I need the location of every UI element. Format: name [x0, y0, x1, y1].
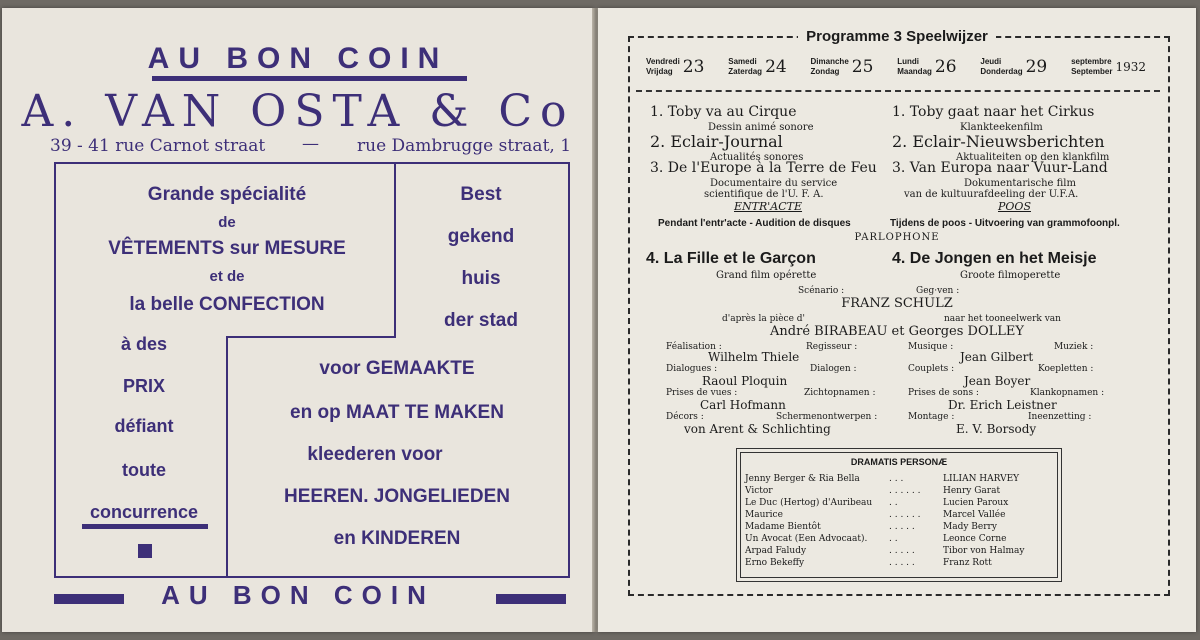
credit8-nl-label: Ineenzetting :: [1028, 412, 1092, 422]
shop-name-top: AU BON COIN: [147, 42, 449, 75]
nl-maat: en op MAAT TE MAKEN: [290, 402, 504, 423]
date-number: 29: [1025, 57, 1048, 77]
item3-nl-sub1: Dokumentarische film: [964, 178, 1076, 189]
date-day-nl: Vrijdag: [646, 67, 673, 76]
credit3-name: Carl Hofmann: [700, 398, 786, 412]
credit5-name: Jean Gilbert: [960, 350, 1034, 364]
item2-fr-sub: Actualités sonores: [710, 152, 804, 163]
item3-fr-sub1: Documentaire du service: [710, 178, 838, 189]
nl-gekend: gekend: [447, 226, 515, 247]
item1-nl-sub: Klankteekenfilm: [960, 122, 1043, 133]
cast-dots: . . . . .: [889, 522, 915, 532]
nl-huis: huis: [461, 268, 501, 289]
item3-nl: 3. Van Europa naar Vuur-Land: [892, 160, 1108, 176]
fr-confection: la belle CONFECTION: [129, 294, 325, 315]
item4-nl-sub: Groote filmoperette: [960, 270, 1061, 281]
cast-dots: . . . . .: [889, 558, 915, 568]
date-cell: [728, 57, 786, 77]
item1-fr-sub: Dessin animé sonore: [708, 122, 814, 133]
cast-role: Le Duc (Hertog) d'Auribeau: [745, 498, 873, 508]
credit2-nl-label: Dialogen :: [810, 364, 857, 374]
date-day-nl: Zaterdag: [728, 67, 763, 76]
cast-dots: . . . . . .: [889, 510, 921, 520]
entracte-fr: ENTR'ACTE: [734, 200, 803, 213]
fr-concurrence: concurrence: [89, 502, 199, 522]
item3-fr: 3. De l'Europe à la Terre de Feu: [650, 160, 877, 176]
credit1-nl-label: Regisseur :: [806, 342, 858, 352]
advertisement-page: [2, 8, 594, 632]
divider-horizontal: [226, 336, 396, 338]
pause-fr: Pendant l'entr'acte - Audition de disques: [658, 218, 851, 229]
credit7-fr-label: Prises de sons :: [908, 388, 979, 398]
shop-name-bottom: AU BON COIN: [161, 580, 435, 610]
fr-toute: toute: [122, 460, 166, 480]
credit5-nl-label: Muziek :: [1054, 342, 1094, 352]
date-number: 26: [934, 57, 957, 77]
credit7-name: Dr. Erich Leistner: [948, 398, 1057, 412]
programme-page: [598, 8, 1196, 632]
fr-prix: PRIX: [122, 376, 165, 396]
date-day-nl: September: [1071, 67, 1113, 76]
cast-dots: . .: [889, 498, 898, 508]
credit5-fr-label: Musique :: [908, 342, 954, 352]
cast-table: [743, 473, 1026, 569]
credit2-name: Raoul Ploquin: [702, 374, 788, 388]
programme-title-text: Programme 3 Speelwijzer: [798, 28, 996, 45]
fr-specialite: Grande spécialité: [147, 184, 307, 205]
entracte-nl: POOS: [998, 200, 1031, 213]
nl-gemaakte: voor GEMAAKTE: [319, 358, 475, 379]
cast-title: DRAMATIS PERSONÆ: [850, 457, 948, 467]
fr-a-des: à des: [120, 334, 168, 354]
programme-title: [598, 28, 1196, 45]
item4-fr: 4. La Fille et le Garçon: [646, 250, 816, 267]
nl-best: Best: [460, 184, 502, 205]
credit3-fr-label: Prises de vues :: [666, 388, 738, 398]
credit4-fr-label: Décors :: [666, 412, 704, 422]
credit8-name: E. V. Borsody: [956, 422, 1037, 436]
credit6-nl-label: Koepletten :: [1038, 364, 1094, 374]
cast-role: Victor: [745, 486, 773, 496]
date-number: 24: [765, 57, 787, 77]
date-cell: [897, 57, 956, 77]
square-ornament: [138, 544, 152, 558]
cast-row: [743, 545, 1026, 557]
cast-row: [743, 521, 1026, 533]
piece-fr-label: d'après la pièce d': [722, 314, 806, 324]
date-day-fr: Vendredi: [646, 57, 680, 66]
date-cell: [646, 57, 704, 77]
date-day-nl: Maandag: [897, 67, 932, 76]
cast-row: [743, 533, 1026, 545]
date-day-fr: Dimanche: [810, 57, 849, 66]
date-day-nl: Zondag: [810, 67, 840, 76]
cast-row: [743, 509, 1026, 521]
item2-nl-sub: Aktualiteiten op den klankfilm: [956, 152, 1110, 163]
nl-heeren: HEEREN. JONGELIEDEN: [284, 486, 510, 507]
cast-actor: Lucien Paroux: [943, 498, 1009, 508]
credit4-nl-label: Schermenontwerpen :: [776, 412, 878, 422]
fr-vetements: VÊTEMENTS sur MESURE: [108, 238, 346, 259]
date-strip: [646, 52, 1146, 82]
cast-box: [736, 448, 1062, 582]
parlophone: PARLOPHONE: [854, 232, 940, 243]
pause-nl: Tijdens de poos - Uitvoering van grammofoonpl.: [890, 218, 1120, 229]
credit2-fr-label: Dialogues :: [666, 364, 718, 374]
cast-role: Madame Bientôt: [745, 522, 821, 532]
cast-role: Maurice: [745, 510, 783, 520]
piece-names: André BIRABEAU et Georges DOLLEY: [770, 324, 1024, 339]
address-line-2: rue Dambrugge straat, 1: [357, 136, 572, 156]
address-line-1: 39 - 41 rue Carnot straat: [50, 136, 266, 156]
nl-der-stad: der stad: [444, 310, 518, 331]
cast-actor: Mady Berry: [943, 522, 997, 532]
item4-nl: 4. De Jongen en het Meisje: [892, 250, 1097, 267]
credit1-name: Wilhelm Thiele: [708, 350, 800, 364]
item4-fr-sub: Grand film opérette: [716, 270, 817, 281]
cast-role: Jenny Berger & Ria Bella: [745, 474, 860, 484]
owner-name: A. VAN OSTA & Co: [21, 86, 575, 137]
address-dash: —: [302, 134, 319, 154]
nl-kinderen: en KINDEREN: [333, 528, 461, 549]
scenario-name: FRANZ SCHULZ: [841, 296, 953, 311]
date-separator: [636, 90, 1160, 92]
cast-dots: . . . . . .: [889, 486, 921, 496]
cast-row: [743, 557, 1026, 569]
cast-row: [743, 497, 1026, 509]
credit7-nl-label: Klankopnamen :: [1030, 388, 1105, 398]
cast-role: Un Avocat (Een Advocaat).: [745, 534, 868, 544]
cast-dots: . .: [889, 534, 898, 544]
date-cell: [811, 57, 874, 77]
item3-nl-sub2: van de kultuurafdeeling der U.F.A.: [904, 189, 1079, 200]
date-day-fr: Lundi: [897, 57, 920, 66]
credit3-nl-label: Zichtopnamen :: [804, 388, 876, 398]
item1-nl: 1. Toby gaat naar het Cirkus: [892, 104, 1095, 120]
date-day-fr: Jeudi: [980, 57, 1002, 66]
cast-role: Arpad Faludy: [745, 546, 807, 556]
credit6-fr-label: Couplets :: [908, 364, 955, 374]
cast-actor: Henry Garat: [943, 486, 1001, 496]
cast-row: [743, 485, 1026, 497]
cast-actor: Tibor von Halmay: [943, 546, 1025, 556]
date-cell: [1071, 57, 1146, 77]
cast-dots: . . . . .: [889, 546, 915, 556]
piece-nl-label: naar het tooneelwerk van: [944, 314, 1061, 324]
date-day-fr: septembre: [1071, 57, 1112, 66]
date-number: 1932: [1115, 60, 1146, 74]
scenario-fr-label: Scénario :: [798, 286, 845, 296]
fr-defiant: défiant: [114, 416, 174, 436]
cast-role: Erno Bekeffy: [745, 558, 805, 568]
cast-dots: . . .: [889, 474, 904, 484]
footer-bar-right: [496, 594, 566, 604]
cast-actor: Marcel Vallée: [943, 510, 1006, 520]
cast-actor: Franz Rott: [943, 558, 992, 568]
credit8-fr-label: Montage :: [908, 412, 955, 422]
concurrence-underline: [82, 524, 208, 529]
credit6-name: Jean Boyer: [964, 374, 1031, 388]
scenario-nl-label: Geg·ven :: [916, 286, 960, 296]
date-number: 23: [682, 57, 705, 77]
fr-de: de: [218, 214, 236, 231]
item1-fr: 1. Toby va au Cirque: [650, 104, 797, 120]
cast-actor: LILIAN HARVEY: [943, 474, 1020, 484]
item2-fr: 2. Eclair-Journal: [650, 132, 783, 151]
nl-kleederen: kleederen voor: [307, 444, 443, 465]
item3-fr-sub2: scientifique de l'U. F. A.: [704, 189, 824, 200]
credit1-fr-label: Féalisation :: [666, 342, 722, 352]
date-cell: [980, 57, 1047, 77]
fr-et-de: et de: [209, 268, 245, 285]
divider-vertical-bottom: [226, 336, 228, 576]
credit4-name: von Arent & Schlichting: [684, 422, 831, 436]
underline-bar: [152, 76, 467, 81]
divider-vertical-top: [394, 162, 396, 338]
cast-actor: Leonce Corne: [943, 534, 1007, 544]
item2-nl: 2. Eclair-Nieuwsberichten: [892, 132, 1105, 151]
date-day-fr: Samedi: [728, 57, 757, 66]
date-number: 25: [851, 57, 874, 77]
cast-row: [743, 473, 1026, 485]
date-day-nl: Donderdag: [980, 67, 1023, 76]
